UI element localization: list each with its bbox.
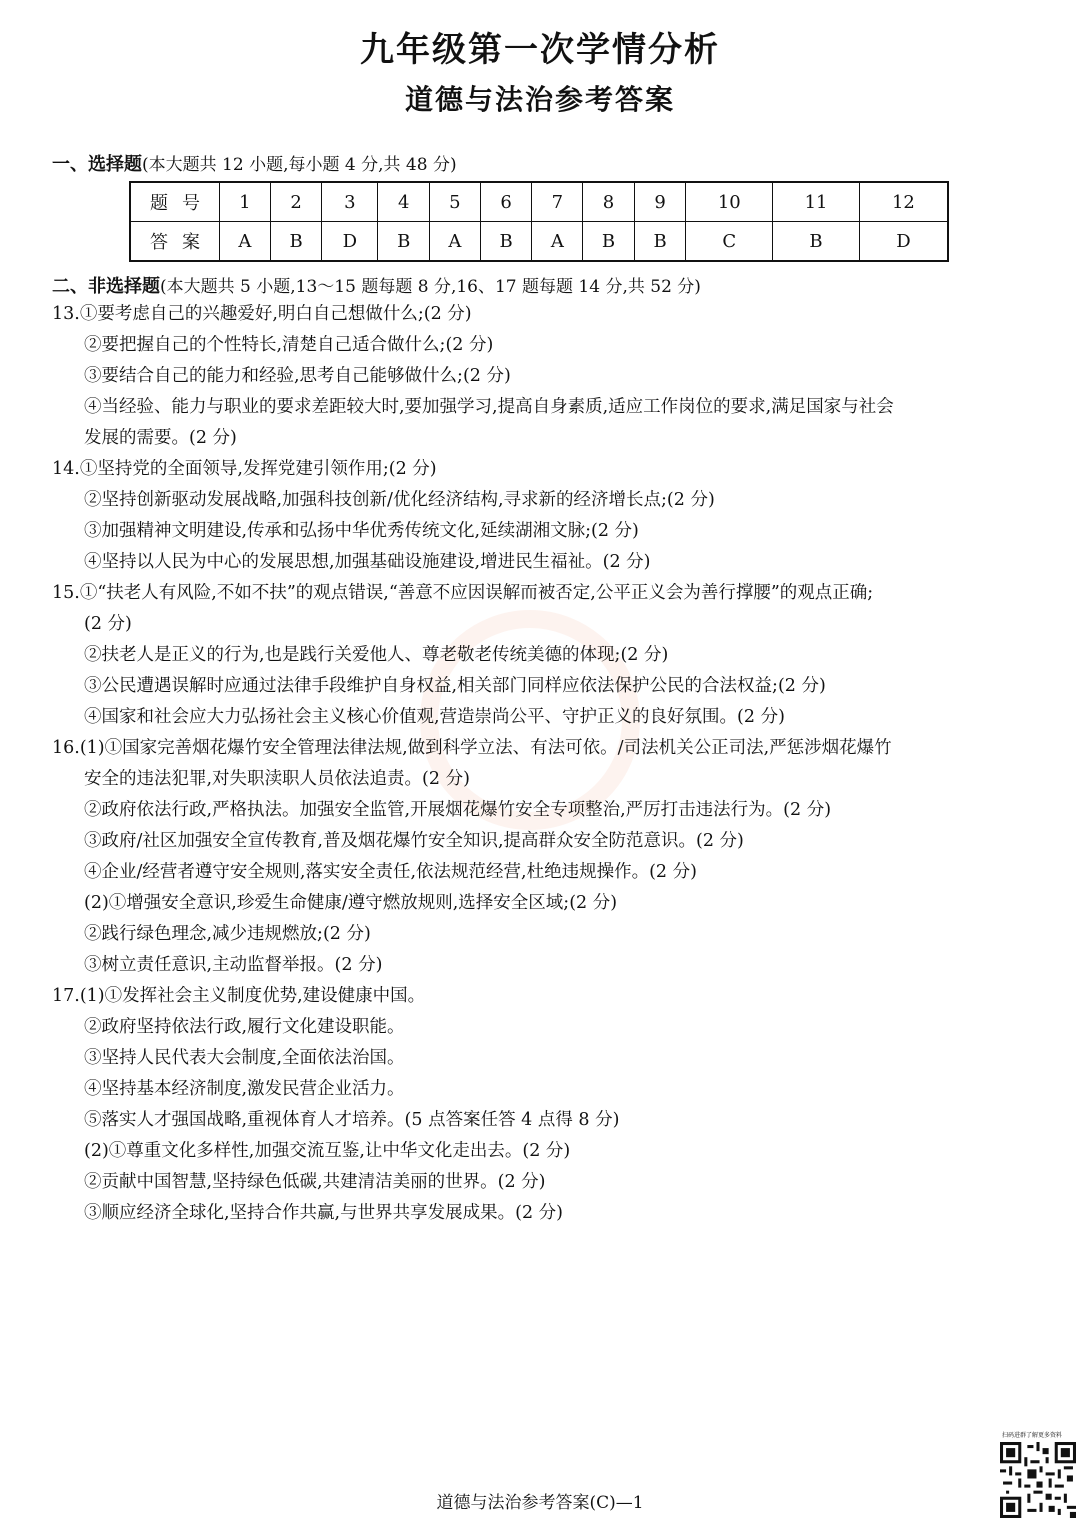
answer-cell: D <box>859 222 948 262</box>
page-title: 九年级第一次学情分析 <box>360 30 720 70</box>
answer-line: ⑤落实人才强国战略,重视体育人才培养。(5 点答案任答 4 点得 8 分) <box>84 1110 620 1130</box>
answer-line: ④坚持基本经济制度,激发民营企业活力。 <box>84 1079 405 1099</box>
answer-cell: A <box>532 222 583 262</box>
qr-caption: 扫码进群了解更多资料 <box>1002 1432 1063 1439</box>
answer-cell: C <box>686 222 773 262</box>
row-label-answer: 答案 <box>130 222 220 262</box>
question-number: 1 <box>220 182 271 222</box>
answer-line: ③坚持人民代表大会制度,全面依法治国。 <box>84 1048 405 1068</box>
answer-line: 14.①坚持党的全面领导,发挥党建引领作用;(2 分) <box>52 459 437 479</box>
page-footer: 道德与法治参考答案(C)—1 <box>436 1493 644 1513</box>
question-number-row <box>130 182 948 222</box>
answer-line: 13.①要考虑自己的兴趣爱好,明白自己想做什么;(2 分) <box>52 304 472 324</box>
question-number: 2 <box>270 182 322 222</box>
section-2-note: (本大题共 5 小题,13～15 题每题 8 分,16、17 题每题 14 分,共 52 分) <box>160 277 701 297</box>
row-label-question: 题号 <box>130 182 220 222</box>
answer-line: ③公民遭遇误解时应通过法律手段维护自身权益,相关部门同样应依法保护公民的合法权益;(2 分) <box>84 676 826 696</box>
answer-line: ②贡献中国智慧,坚持绿色低碳,共建清洁美丽的世界。(2 分) <box>84 1172 546 1192</box>
question-number: 4 <box>378 182 430 222</box>
answer-line: ②要把握自己的个性特长,清楚自己适合做什么;(2 分) <box>84 335 494 355</box>
answer-line: ②扶老人是正义的行为,也是践行关爱他人、尊老敬老传统美德的体现;(2 分) <box>84 645 669 665</box>
answer-line: ④国家和社会应大力弘扬社会主义核心价值观,营造崇尚公平、守护正义的良好氛围。(2 分) <box>84 707 785 727</box>
section-1-heading <box>52 150 457 176</box>
answer-line: 发展的需要。(2 分) <box>84 428 237 448</box>
answer-table <box>129 181 949 262</box>
answer-line: (2 分) <box>84 614 132 634</box>
answer-line: ③树立责任意识,主动监督举报。(2 分) <box>84 955 383 975</box>
answer-cell: B <box>773 222 860 262</box>
question-number: 7 <box>532 182 583 222</box>
question-number: 10 <box>686 182 773 222</box>
answer-cell: B <box>270 222 322 262</box>
answer-line: ②践行绿色理念,减少违规燃放;(2 分) <box>84 924 371 944</box>
question-number: 3 <box>322 182 378 222</box>
answer-line: (2)①增强安全意识,珍爱生命健康/遵守燃放规则,选择安全区域;(2 分) <box>84 893 618 913</box>
answer-line: 15.①“扶老人有风险,不如不扶”的观点错误,“善意不应因误解而被否定,公平正义会为善行撑腰”的观点正确; <box>52 583 874 603</box>
answer-cell: D <box>322 222 378 262</box>
answer-cell: B <box>480 222 532 262</box>
question-number: 8 <box>583 182 635 222</box>
answer-line: ②政府坚持依法行政,履行文化建设职能。 <box>84 1017 405 1037</box>
answer-cell: B <box>634 222 686 262</box>
answer-line: ③顺应经济全球化,坚持合作共赢,与世界共享发展成果。(2 分) <box>84 1203 563 1223</box>
answer-line: ③加强精神文明建设,传承和弘扬中华优秀传统文化,延续湖湘文脉;(2 分) <box>84 521 639 541</box>
answer-line: ②坚持创新驱动发展战略,加强科技创新/优化经济结构,寻求新的经济增长点;(2 分) <box>84 490 715 510</box>
answer-line: 16.(1)①国家完善烟花爆竹安全管理法律法规,做到科学立法、有法可依。/司法机关公正司法,严惩涉烟花爆竹 <box>52 738 892 758</box>
answer-line: ③要结合自己的能力和经验,思考自己能够做什么;(2 分) <box>84 366 511 386</box>
section-2-heading <box>52 272 701 298</box>
answer-row <box>130 222 948 262</box>
question-number: 5 <box>430 182 481 222</box>
answer-cell: B <box>378 222 430 262</box>
answer-line: ④企业/经营者遵守安全规则,落实安全责任,依法规范经营,杜绝违规操作。(2 分) <box>84 862 697 882</box>
answer-cell: A <box>220 222 271 262</box>
question-number: 6 <box>480 182 532 222</box>
answer-line: (2)①尊重文化多样性,加强交流互鉴,让中华文化走出去。(2 分) <box>84 1141 571 1161</box>
answer-cell: B <box>583 222 635 262</box>
question-number: 9 <box>634 182 686 222</box>
section-2-title: 二、非选择题 <box>52 276 160 297</box>
answer-line: ③政府/社区加强安全宣传教育,普及烟花爆竹安全知识,提高群众安全防范意识。(2 分) <box>84 831 744 851</box>
answer-line: 安全的违法犯罪,对失职渎职人员依法追责。(2 分) <box>84 769 470 789</box>
answer-line: ④当经验、能力与职业的要求差距较大时,要加强学习,提高自身素质,适应工作岗位的要求,满足国家与社会 <box>84 397 894 417</box>
section-1-title: 一、选择题 <box>52 154 142 175</box>
question-number: 12 <box>859 182 948 222</box>
answer-line: 17.(1)①发挥社会主义制度优势,建设健康中国。 <box>52 986 426 1006</box>
question-number: 11 <box>773 182 860 222</box>
section-1-note: (本大题共 12 小题,每小题 4 分,共 48 分) <box>142 155 457 175</box>
answer-cell: A <box>430 222 481 262</box>
answer-line: ②政府依法行政,严格执法。加强安全监管,开展烟花爆竹安全专项整治,严厉打击违法行为。(2 分) <box>84 800 832 820</box>
answer-line: ④坚持以人民为中心的发展思想,加强基础设施建设,增进民生福祉。(2 分) <box>84 552 651 572</box>
page-subtitle: 道德与法治参考答案 <box>404 83 675 116</box>
